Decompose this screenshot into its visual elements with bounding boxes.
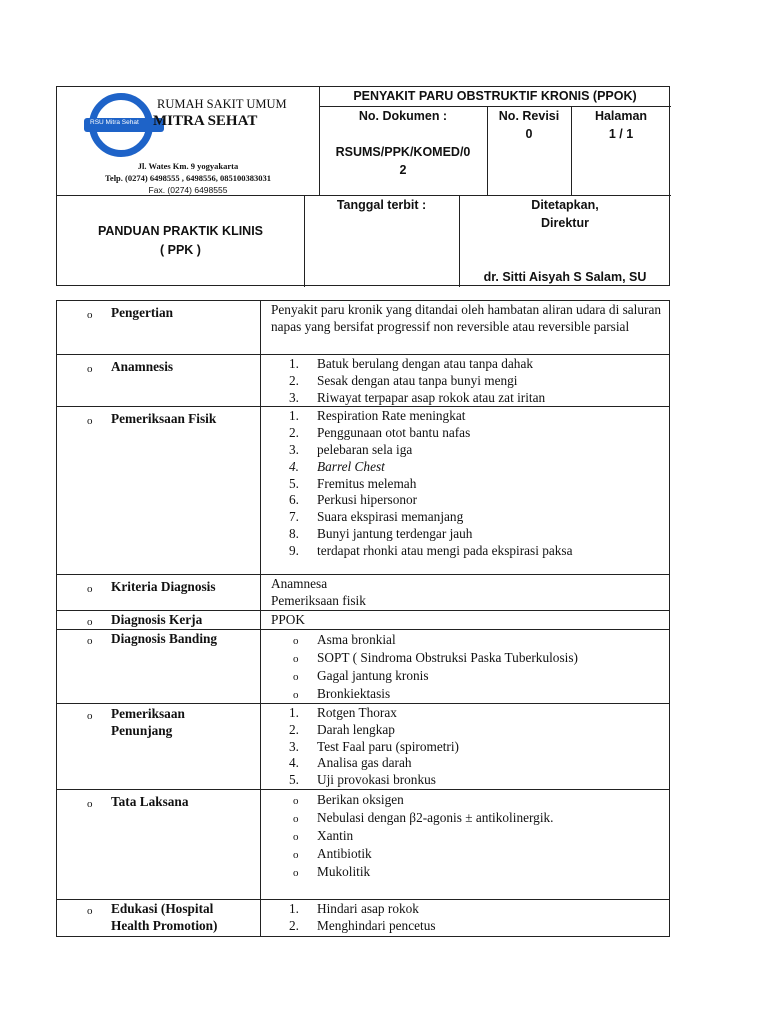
list-item: 2. Darah lengkap xyxy=(289,721,395,737)
section-label: o Pemeriksaan Fisik xyxy=(57,407,261,575)
list-item: 8. Bunyi jantung terdengar jauh xyxy=(289,525,473,541)
section-content xyxy=(261,899,670,936)
table-row xyxy=(57,789,670,899)
document-header xyxy=(56,86,670,286)
approved-role: Direktur xyxy=(541,216,589,230)
table-row xyxy=(57,610,670,629)
hospital-phone: Telp. (0274) 6498555 , 6498556, 085100383031 xyxy=(105,173,271,183)
section-label: o Kriteria Diagnosis xyxy=(57,575,261,611)
list-item: o SOPT ( Sindroma Obstruksi Paska Tuberkulosis) xyxy=(293,649,578,665)
doc-number-value: RSUMS/PPK/KOMED/0 xyxy=(335,145,471,159)
director-name: dr. Sitti Aisyah S Salam, SU xyxy=(483,270,647,284)
list-item: 1. Rotgen Thorax xyxy=(289,704,397,720)
list-item: o Asma bronkial xyxy=(293,631,396,647)
section-label: o Pengertian xyxy=(57,301,261,355)
list-item: o Xantin xyxy=(293,827,354,843)
list-item: 9. terdapat rhonki atau mengi pada ekspirasi paksa xyxy=(289,542,573,558)
list-item: 3. Test Faal paru (spirometri) xyxy=(289,738,459,754)
list-item: 4. Barrel Chest xyxy=(289,458,385,474)
page-value: 1 / 1 xyxy=(608,127,634,141)
hospital-logo-icon xyxy=(89,93,153,157)
section-label: o Diagnosis Kerja xyxy=(57,610,261,629)
section-content xyxy=(261,629,670,703)
working-diagnosis: PPOK xyxy=(271,611,305,627)
definition-text: Penyakit paru kronik yang ditandai oleh hambatan aliran udara di saluran napas yang bersifat progressif non reversible atau reversible parsial xyxy=(271,302,661,334)
criteria-line: Pemeriksaan fisik xyxy=(271,593,366,609)
table-row xyxy=(57,703,670,789)
issue-date-label: Tanggal terbit : xyxy=(336,198,427,212)
list-item: o Nebulasi dengan β2-agonis ± antikolinergik. xyxy=(293,809,554,825)
list-item: 2. Penggunaan otot bantu nafas xyxy=(289,425,471,441)
divider xyxy=(319,106,671,107)
table-row xyxy=(57,575,670,611)
list-item: 2. Menghindari pencetus xyxy=(289,917,436,933)
list-item: o Berikan oksigen xyxy=(293,791,404,807)
doc-number-value-cont: 2 xyxy=(399,163,407,177)
doc-number-label: No. Dokumen : xyxy=(358,109,448,123)
section-label: o Edukasi (Hospital Health Promotion) xyxy=(57,899,261,936)
revision-label: No. Revisi xyxy=(498,109,560,123)
section-content xyxy=(261,703,670,789)
list-item: 4. Analisa gas darah xyxy=(289,755,412,771)
table-row xyxy=(57,355,670,407)
section-content xyxy=(261,301,670,355)
list-item: 5. Uji provokasi bronkus xyxy=(289,772,436,788)
section-label: o Pemeriksaan Penunjang xyxy=(57,703,261,789)
section-content xyxy=(261,789,670,899)
section-label: o Tata Laksana xyxy=(57,789,261,899)
bullet-icon: o xyxy=(87,583,93,596)
list-item: o Antibiotik xyxy=(293,845,372,861)
bullet-icon: o xyxy=(87,415,93,428)
table-row xyxy=(57,407,670,575)
bullet-icon: o xyxy=(87,709,93,722)
approved-label: Ditetapkan, xyxy=(531,198,599,212)
list-item: 2. Sesak dengan atau tanpa bunyi mengi xyxy=(289,372,518,388)
section-label: o Diagnosis Banding xyxy=(57,629,261,703)
divider xyxy=(57,195,671,196)
logo-text: RSU Mitra Sehat xyxy=(90,119,139,126)
clinical-guideline-table xyxy=(56,300,670,937)
section-content xyxy=(261,355,670,407)
revision-value: 0 xyxy=(525,127,533,141)
table-row xyxy=(57,301,670,355)
page-label: Halaman xyxy=(594,109,648,123)
section-content xyxy=(261,575,670,611)
hospital-fax: Fax. (0274) 6498555 xyxy=(148,185,228,195)
list-item: 3. Riwayat terpapar asap rokok atau zat iritan xyxy=(289,389,546,405)
list-item: 6. Perkusi hipersonor xyxy=(289,492,418,508)
list-item: o Mukolitik xyxy=(293,863,371,879)
hospital-name: MITRA SEHAT xyxy=(153,113,258,129)
guide-title: PANDUAN PRAKTIK KLINIS xyxy=(97,224,264,238)
table-row xyxy=(57,629,670,703)
document-title: PENYAKIT PARU OBSTRUKTIF KRONIS (PPOK) xyxy=(353,89,637,103)
bullet-icon: o xyxy=(87,634,93,647)
section-label: o Anamnesis xyxy=(57,355,261,407)
guide-abbrev: ( PPK ) xyxy=(160,243,201,257)
hospital-identity xyxy=(57,87,319,195)
list-item: 3. pelebaran sela iga xyxy=(289,441,413,457)
section-content xyxy=(261,610,670,629)
bullet-icon: o xyxy=(87,363,93,375)
list-item: 5. Fremitus melemah xyxy=(289,475,417,491)
list-item: o Gagal jantung kronis xyxy=(293,667,429,683)
bullet-icon: o xyxy=(87,797,93,810)
hospital-address: Jl. Wates Km. 9 yogyakarta xyxy=(137,161,239,171)
bullet-icon: o xyxy=(87,615,93,628)
bullet-icon: o xyxy=(87,309,93,321)
list-item: 1. Respiration Rate meningkat xyxy=(289,408,466,424)
list-item: 7. Suara ekspirasi memanjang xyxy=(289,509,464,525)
hospital-type: RUMAH SAKIT UMUM xyxy=(157,97,287,111)
criteria-line: Anamnesa xyxy=(271,576,328,592)
bullet-icon: o xyxy=(87,904,93,917)
list-item: 1. Batuk berulang dengan atau tanpa dahak xyxy=(289,356,533,371)
divider xyxy=(319,87,320,195)
table-row xyxy=(57,899,670,936)
list-item: o Bronkiektasis xyxy=(293,685,391,701)
section-content xyxy=(261,407,670,575)
list-item: 1. Hindari asap rokok xyxy=(289,900,419,916)
